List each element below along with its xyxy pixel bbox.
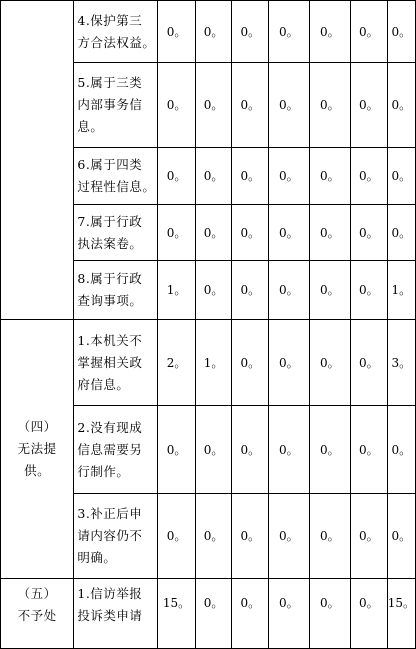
value-cell: 0。 xyxy=(195,1,232,63)
value-cell: 0。 xyxy=(232,261,269,320)
value-cell: 0。 xyxy=(232,494,269,579)
value-cell: 0。 xyxy=(309,494,350,579)
value-cell: 1。 xyxy=(387,261,415,320)
row-label: 5.属于三类 内部事务信 息。 xyxy=(74,63,158,148)
value-cell: 0。 xyxy=(232,205,269,261)
value-cell: 0。 xyxy=(269,261,309,320)
value-cell: 0。 xyxy=(195,261,232,320)
category-cell: （五） 不予处 xyxy=(1,579,74,649)
value-cell: 15。 xyxy=(387,579,415,649)
value-cell: 0。 xyxy=(387,406,415,494)
value-cell: 0。 xyxy=(269,63,309,148)
value-cell: 0。 xyxy=(350,148,387,205)
value-cell: 0。 xyxy=(309,63,350,148)
row-label: 4.保护第三 方合法权益。 xyxy=(74,1,158,63)
value-cell: 0。 xyxy=(269,148,309,205)
category-cell xyxy=(1,1,74,320)
value-cell: 0。 xyxy=(350,261,387,320)
value-cell: 0。 xyxy=(269,579,309,649)
value-cell: 0。 xyxy=(195,494,232,579)
value-cell: 0。 xyxy=(387,1,415,63)
value-cell: 3。 xyxy=(387,320,415,406)
row-label: 8.属于行政 查询事项。 xyxy=(74,261,158,320)
row-label: 1.信访举报 投诉类申请 xyxy=(74,579,158,649)
value-cell: 1。 xyxy=(158,261,195,320)
value-cell: 0。 xyxy=(350,205,387,261)
value-cell: 0。 xyxy=(195,406,232,494)
value-cell: 0。 xyxy=(158,406,195,494)
value-cell: 0。 xyxy=(309,1,350,63)
value-cell: 0。 xyxy=(232,148,269,205)
value-cell: 0。 xyxy=(350,579,387,649)
value-cell: 0。 xyxy=(195,205,232,261)
value-cell: 0。 xyxy=(232,320,269,406)
value-cell: 1。 xyxy=(195,320,232,406)
row-label: 7.属于行政 执法案卷。 xyxy=(74,205,158,261)
value-cell: 0。 xyxy=(158,494,195,579)
row-label: 6.属于四类 过程性信息。 xyxy=(74,148,158,205)
value-cell: 0。 xyxy=(387,494,415,579)
value-cell: 0。 xyxy=(232,406,269,494)
value-cell: 0。 xyxy=(195,148,232,205)
value-cell: 2。 xyxy=(158,320,195,406)
table-row xyxy=(1,320,416,406)
category-cell: （四） 无法提 供。 xyxy=(1,320,74,579)
value-cell: 0。 xyxy=(387,148,415,205)
value-cell: 0。 xyxy=(269,494,309,579)
value-cell: 0。 xyxy=(232,1,269,63)
value-cell: 0。 xyxy=(269,406,309,494)
value-cell: 0。 xyxy=(269,1,309,63)
value-cell: 0。 xyxy=(309,148,350,205)
value-cell: 15。 xyxy=(158,579,195,649)
value-cell: 0。 xyxy=(232,63,269,148)
value-cell: 0。 xyxy=(387,205,415,261)
table-row xyxy=(1,579,416,649)
value-cell: 0。 xyxy=(158,205,195,261)
value-cell: 0。 xyxy=(350,1,387,63)
value-cell: 0。 xyxy=(350,494,387,579)
table-row xyxy=(1,1,416,63)
value-cell: 0。 xyxy=(158,1,195,63)
value-cell: 0。 xyxy=(350,320,387,406)
value-cell: 0。 xyxy=(232,579,269,649)
value-cell: 0。 xyxy=(269,320,309,406)
value-cell: 0。 xyxy=(350,406,387,494)
value-cell: 0。 xyxy=(309,205,350,261)
value-cell: 0。 xyxy=(350,63,387,148)
value-cell: 0。 xyxy=(269,205,309,261)
value-cell: 0。 xyxy=(158,63,195,148)
value-cell: 0。 xyxy=(158,148,195,205)
value-cell: 0。 xyxy=(195,579,232,649)
value-cell: 0。 xyxy=(309,579,350,649)
value-cell: 0。 xyxy=(309,320,350,406)
value-cell: 0。 xyxy=(309,406,350,494)
row-label: 1.本机关不 掌握相关政 府信息。 xyxy=(74,320,158,406)
value-cell: 0。 xyxy=(387,63,415,148)
row-label: 3.补正后申 请内容仍不 明确。 xyxy=(74,494,158,579)
value-cell: 0。 xyxy=(195,63,232,148)
row-label: 2.没有现成 信息需要另 行制作。 xyxy=(74,406,158,494)
value-cell: 0。 xyxy=(309,261,350,320)
